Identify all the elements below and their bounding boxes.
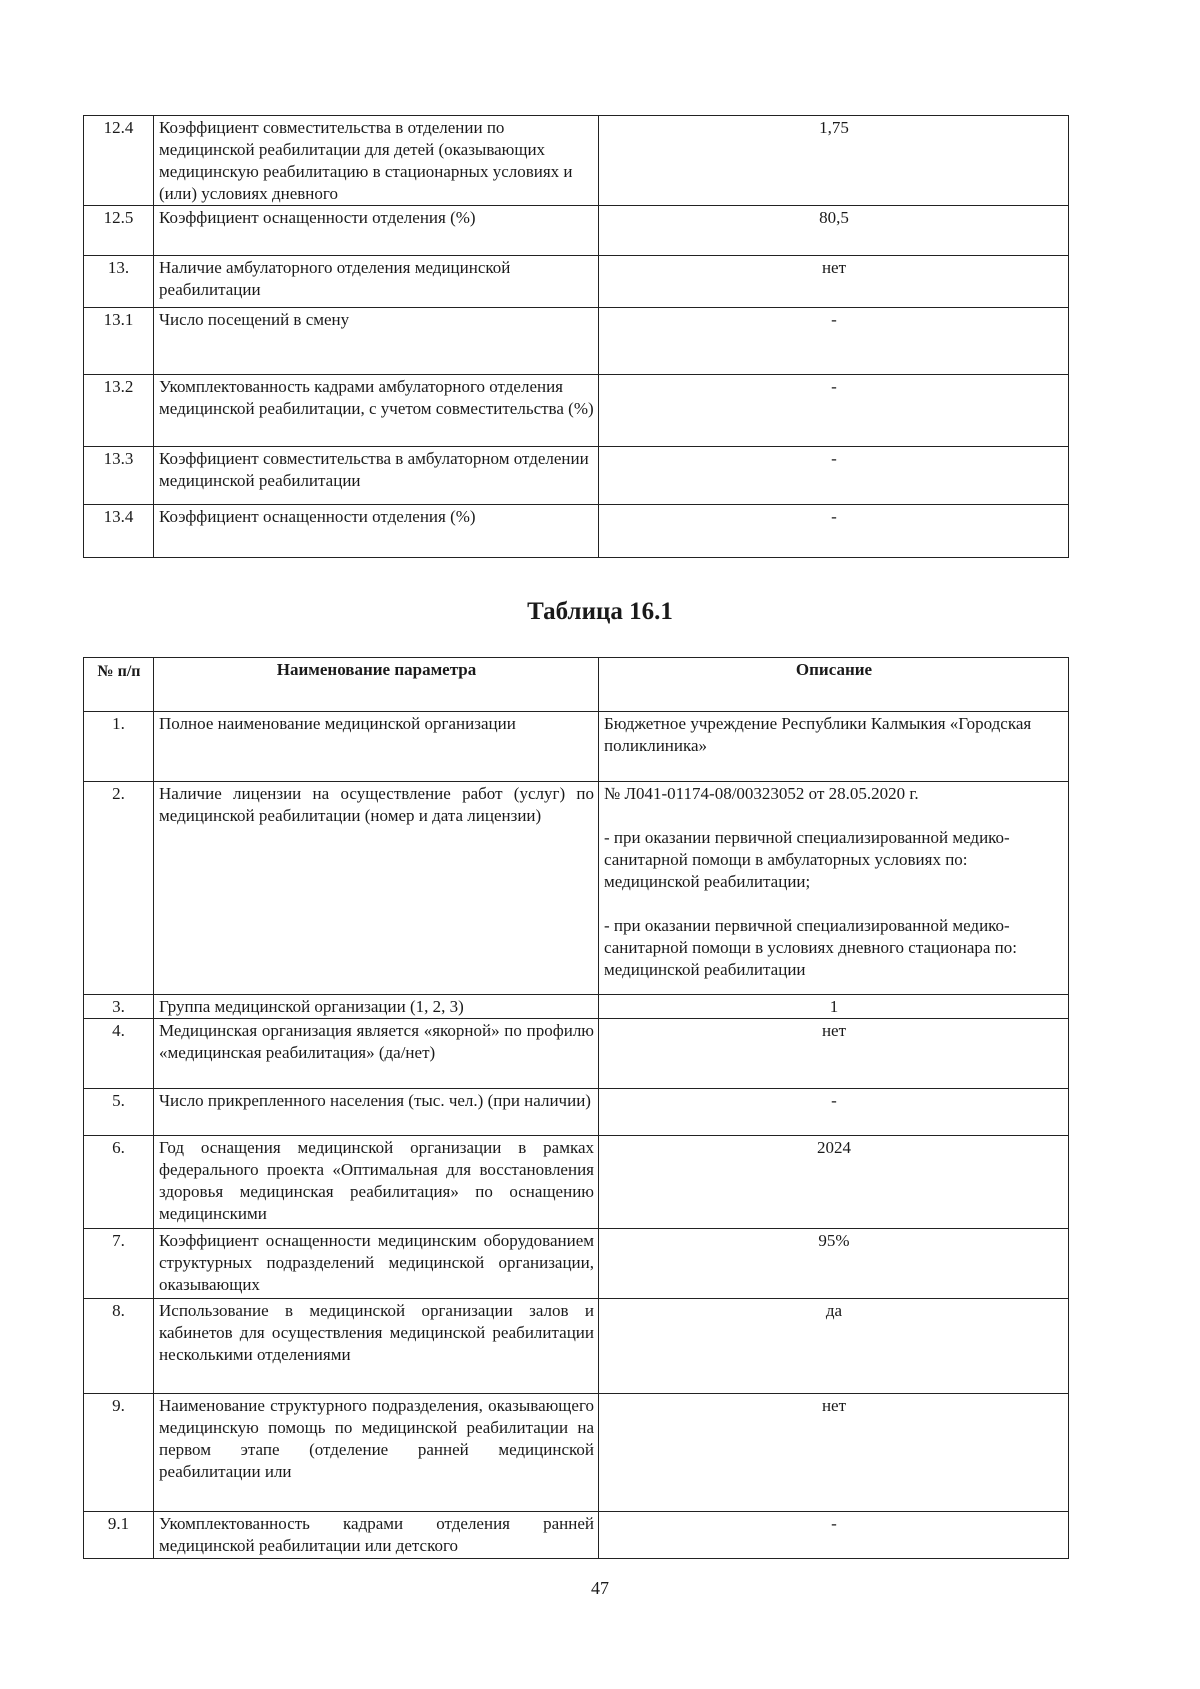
- parameter-name: Год оснащения медицинской организации в рамках федерального проекта «Оптимальная для восстановления здоровья медицинская реабилитация» по оснащению медицинскими: [154, 1136, 599, 1229]
- parameter-value: -: [599, 1512, 1069, 1559]
- parameter-name: Полное наименование медицинской организации: [154, 712, 599, 782]
- parameter-value: 1: [599, 995, 1069, 1019]
- table-row: [84, 1512, 1069, 1559]
- parameter-name: Группа медицинской организации (1, 2, 3): [154, 995, 599, 1019]
- table-row: [84, 712, 1069, 782]
- parameter-name: Медицинская организация является «якорной» по профилю «медицинская реабилитация» (да/нет): [154, 1019, 599, 1089]
- parameter-name: Коэффициент оснащенности отделения (%): [154, 206, 599, 256]
- table-row: [84, 1019, 1069, 1089]
- table-row: [84, 505, 1069, 558]
- header-num: № п/п: [84, 658, 154, 712]
- row-number: 6.: [84, 1136, 154, 1229]
- table-row: [84, 375, 1069, 447]
- header-parameter-name: Наименование параметра: [154, 658, 599, 712]
- parameters-table: [83, 657, 1069, 1559]
- row-number: 12.5: [84, 206, 154, 256]
- parameter-name: Коэффициент оснащенности медицинским оборудованием структурных подразделений медицинской организации, оказывающих: [154, 1229, 599, 1299]
- parameter-value: 1,75: [599, 116, 1069, 206]
- table-row: [84, 1394, 1069, 1512]
- parameter-value: 95%: [599, 1229, 1069, 1299]
- row-number: 9.: [84, 1394, 154, 1512]
- parameter-name: Число прикрепленного населения (тыс. чел.) (при наличии): [154, 1089, 599, 1136]
- header-description: Описание: [599, 658, 1069, 712]
- table-row: [84, 116, 1069, 206]
- parameter-value: -: [599, 375, 1069, 447]
- row-number: 9.1: [84, 1512, 154, 1559]
- row-number: 13.: [84, 256, 154, 308]
- row-number: 13.3: [84, 447, 154, 505]
- row-number: 2.: [84, 782, 154, 995]
- table-row: [84, 1136, 1069, 1229]
- row-number: 5.: [84, 1089, 154, 1136]
- row-number: 13.2: [84, 375, 154, 447]
- table-header-row: [84, 658, 1069, 712]
- table-row: [84, 1089, 1069, 1136]
- parameter-name: Укомплектованность кадрами отделения ранней медицинской реабилитации или детского: [154, 1512, 599, 1559]
- parameter-value: -: [599, 1089, 1069, 1136]
- parameter-value: -: [599, 505, 1069, 558]
- row-number: 13.1: [84, 308, 154, 375]
- table-row: [84, 1229, 1069, 1299]
- parameter-name: Коэффициент совместительства в отделении по медицинской реабилитации для детей (оказывающих медицинскую реабилитацию в стационарных условиях и (или) условиях дневного: [154, 116, 599, 206]
- table-row: [84, 308, 1069, 375]
- row-number: 13.4: [84, 505, 154, 558]
- parameter-value: 2024: [599, 1136, 1069, 1229]
- continuation-table: [83, 115, 1069, 558]
- parameter-name: Число посещений в смену: [154, 308, 599, 375]
- table-row: [84, 447, 1069, 505]
- parameter-value: Бюджетное учреждение Республики Калмыкия «Городская поликлиника»: [599, 712, 1069, 782]
- row-number: 7.: [84, 1229, 154, 1299]
- table-title: Таблица 16.1: [527, 598, 673, 625]
- parameter-name: Коэффициент совместительства в амбулаторном отделении медицинской реабилитации: [154, 447, 599, 505]
- parameter-name: Наличие лицензии на осуществление работ (услуг) по медицинской реабилитации (номер и дата лицензии): [154, 782, 599, 995]
- table-row: [84, 782, 1069, 995]
- parameter-value: нет: [599, 256, 1069, 308]
- parameter-name: Наличие амбулаторного отделения медицинской реабилитации: [154, 256, 599, 308]
- license-details: № Л041-01174-08/00323052 от 28.05.2020 г. - при оказании первичной специализированной медико-санитарной помощи в амбулаторных условиях по: медицинской реабилитации; - при оказании первичной специализированной медико-санитарной помощи в условиях дневного стационара по: медицинской реабилитации: [604, 784, 1017, 979]
- table-row: [84, 256, 1069, 308]
- table-row: [84, 1299, 1069, 1394]
- row-number: 1.: [84, 712, 154, 782]
- table-row: [84, 995, 1069, 1019]
- parameter-name: Коэффициент оснащенности отделения (%): [154, 505, 599, 558]
- parameter-value: да: [599, 1299, 1069, 1394]
- parameter-value: 80,5: [599, 206, 1069, 256]
- parameter-name: Наименование структурного подразделения, оказывающего медицинскую помощь по медицинской реабилитации на первом этапе (отделение ранней медицинской реабилитации или: [154, 1394, 599, 1512]
- parameter-value: [599, 782, 1069, 995]
- row-number: 3.: [84, 995, 154, 1019]
- row-number: 4.: [84, 1019, 154, 1089]
- parameter-value: нет: [599, 1019, 1069, 1089]
- parameter-value: нет: [599, 1394, 1069, 1512]
- page-number: 47: [591, 1578, 609, 1598]
- parameter-name: Использование в медицинской организации залов и кабинетов для осуществления медицинской реабилитации несколькими отделениями: [154, 1299, 599, 1394]
- parameter-value: -: [599, 447, 1069, 505]
- table-row: [84, 206, 1069, 256]
- row-number: 12.4: [84, 116, 154, 206]
- parameter-value: -: [599, 308, 1069, 375]
- row-number: 8.: [84, 1299, 154, 1394]
- parameter-name: Укомплектованность кадрами амбулаторного отделения медицинской реабилитации, с учетом совместительства (%): [154, 375, 599, 447]
